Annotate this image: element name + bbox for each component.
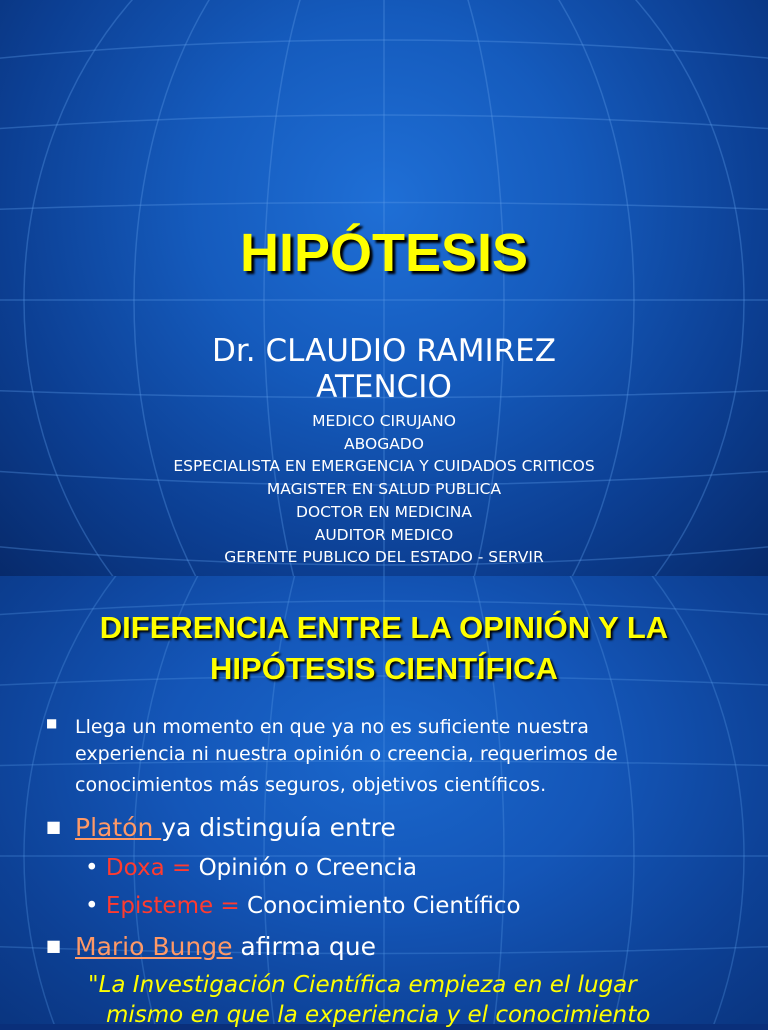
credential-item: MEDICO CIRUJANO <box>312 412 456 430</box>
author-name-line2: ATENCIO <box>316 369 452 405</box>
bullet-platon <box>75 813 396 843</box>
quote-line1: "La Investigación Científica empieza en el lugar <box>88 972 637 998</box>
paragraph-line: conocimientos más seguros, objetivos científicos. <box>75 774 547 796</box>
bullet-bunge <box>75 932 376 962</box>
credential-item: GERENTE PUBLICO DEL ESTADO - SERVIR <box>224 548 544 567</box>
sub-bullet-text: Opinión o Creencia <box>198 855 417 881</box>
bullet-text: afirma que <box>232 932 377 961</box>
paragraph-line: Llega un momento en que ya no es suficiente nuestra <box>75 716 589 738</box>
bullet-text: ya distinguía entre <box>161 813 396 842</box>
credential-item: MAGISTER EN SALUD PUBLICA <box>266 480 502 499</box>
credential-item: AUDITOR MEDICO <box>314 525 454 544</box>
dot-bullet-icon: • <box>85 855 99 881</box>
credentials-list <box>0 410 768 569</box>
credential-item: ESPECIALISTA EN EMERGENCIA Y CUIDADOS CRITICOS <box>173 457 595 476</box>
square-bullet-icon: ■ <box>46 716 58 730</box>
square-bullet-icon: ■ <box>46 936 62 955</box>
section-title <box>0 607 768 689</box>
section-title-line1: DIFERENCIA ENTRE LA OPINIÓN Y LA <box>99 610 669 645</box>
section-title-line2: HIPÓTESIS CIENTÍFICA <box>210 651 558 686</box>
quote-line2: mismo en que la experiencia y el conocimiento <box>106 1002 651 1028</box>
credential-item: ABOGADO <box>344 434 424 453</box>
author-name <box>0 333 768 405</box>
author-name-line1: Dr. CLAUDIO RAMIREZ <box>211 333 556 369</box>
sub-bullet-episteme <box>85 892 521 920</box>
doxa-term: Doxa = <box>105 855 199 881</box>
platon-link[interactable]: Platón <box>75 813 162 842</box>
mario-bunge-link[interactable]: Mario Bunge <box>75 932 233 961</box>
paragraph-line: experiencia ni nuestra opinión o creencia, requerimos de <box>75 743 618 765</box>
slide-title: HIPÓTESIS <box>239 223 529 283</box>
dot-bullet-icon: • <box>85 893 99 919</box>
bullet-paragraph <box>75 714 755 802</box>
sub-bullet-text: Conocimiento Científico <box>247 893 521 919</box>
square-bullet-icon: ■ <box>46 817 62 836</box>
sub-bullet-doxa <box>85 854 417 882</box>
episteme-term: Episteme = <box>105 893 248 919</box>
bunge-quote <box>88 970 748 1030</box>
credential-item: DOCTOR EN MEDICINA <box>296 502 472 521</box>
